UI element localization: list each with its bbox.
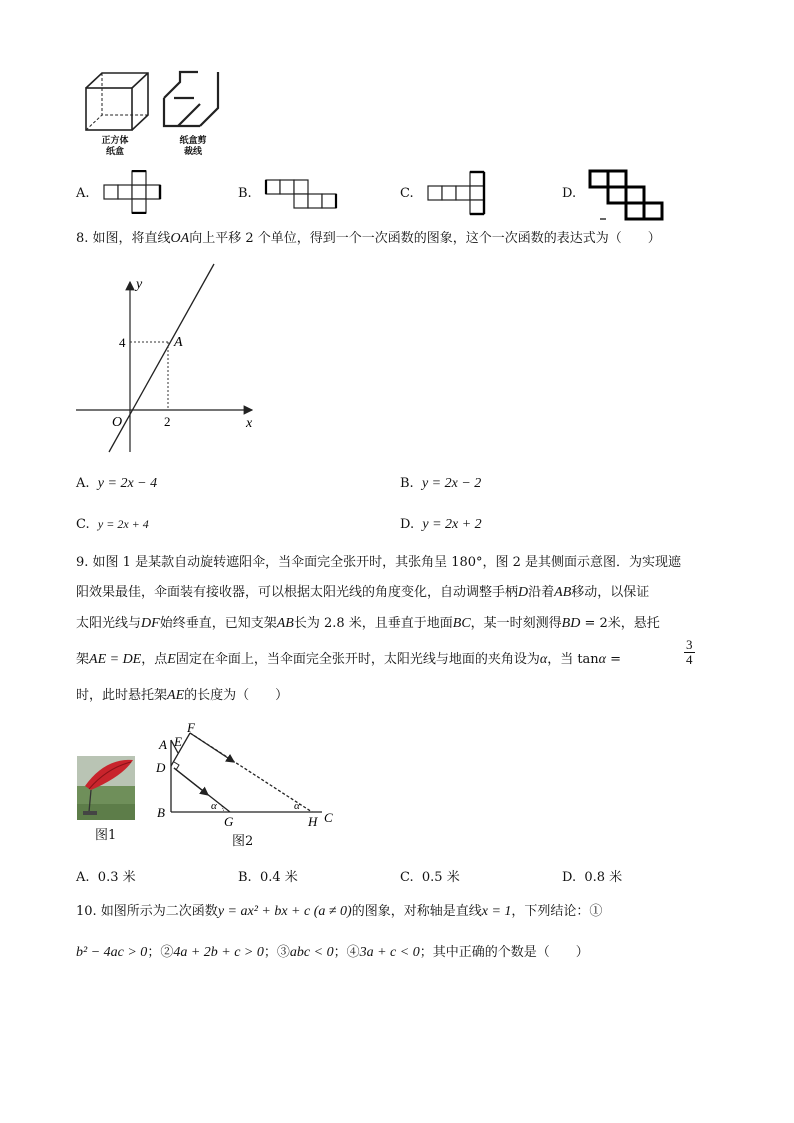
q8-graph bbox=[74, 262, 260, 454]
cut-caption bbox=[168, 136, 218, 158]
q9-line2c: 移动，以保证 bbox=[571, 585, 650, 600]
q9-fraction-numerator: 3 bbox=[686, 637, 693, 652]
q10-axis-expr: x = 1 bbox=[481, 904, 512, 919]
q9-option-a[interactable] bbox=[76, 866, 136, 885]
q9-option-c-letter: C. bbox=[400, 870, 414, 885]
q9-option-d-text: 0.8 米 bbox=[584, 870, 623, 885]
q7-option-b-net[interactable] bbox=[264, 178, 338, 210]
q9-label-h: H bbox=[308, 814, 318, 829]
q9-line3a: 太阳光线与 bbox=[76, 616, 142, 631]
q10-line1 bbox=[76, 903, 602, 921]
q10-function-expr: y = ax² + bx + c (a ≠ 0) bbox=[217, 904, 352, 919]
q9-line4c: 固定在伞面上，当伞面完全张开时，太阳光线与地面的夹角设为 bbox=[175, 652, 540, 667]
q7-option-d-letter[interactable]: D. bbox=[562, 186, 577, 201]
q8-option-b-letter: B. bbox=[400, 476, 414, 491]
q9-option-a-letter: A. bbox=[76, 870, 90, 885]
q10-line2 bbox=[76, 944, 589, 962]
q9-label-g: G bbox=[224, 814, 234, 829]
q8-point-a-label: A bbox=[174, 335, 183, 350]
cube-box-figure bbox=[82, 68, 157, 133]
q9-var-alpha2: α bbox=[598, 652, 607, 667]
q9-line3e: = 2米，悬托 bbox=[580, 616, 660, 631]
cube-caption-line1: 正方体 bbox=[101, 136, 129, 146]
q9-option-c-text: 0.5 米 bbox=[421, 870, 460, 885]
q10-conclusion-1: b² − 4ac > 0 bbox=[76, 945, 148, 960]
q8-option-d-expr: y = 2x + 2 bbox=[422, 517, 482, 532]
q9-option-b[interactable] bbox=[238, 866, 298, 885]
q8-y-label: y bbox=[136, 277, 143, 292]
q8-option-b[interactable] bbox=[400, 476, 481, 492]
q8-x-label: x bbox=[246, 416, 253, 431]
q9-label-alpha-h: α bbox=[294, 800, 300, 812]
q7-option-a-letter[interactable]: A. bbox=[76, 186, 90, 201]
q10-conclusion-2: 4a + 2b + c > 0 bbox=[173, 945, 264, 960]
q9-label-c: C bbox=[324, 810, 333, 825]
q9-option-a-text: 0.3 米 bbox=[97, 870, 136, 885]
q9-var-bd: BD bbox=[561, 616, 581, 631]
q8-option-b-expr: y = 2x − 2 bbox=[421, 476, 482, 491]
cube-caption bbox=[90, 136, 140, 158]
q8-option-c-expr: y = 2x + 4 bbox=[97, 517, 149, 531]
q9-line2a: 阳效果最佳，伞面装有接收器，可以根据太阳光线的角度变化，自动调整手柄 bbox=[76, 585, 519, 600]
fig2-caption: 图2 bbox=[232, 834, 254, 849]
q10-sep-1: ；② bbox=[147, 945, 174, 960]
q9-line5 bbox=[76, 687, 288, 705]
cut-caption-line1: 纸盒剪 bbox=[179, 136, 207, 146]
q9-line4b: ，点 bbox=[141, 652, 168, 667]
q9-label-d: D bbox=[156, 760, 166, 775]
q9-var-ae-de: AE = DE bbox=[89, 652, 142, 667]
q9-option-d-letter: D. bbox=[562, 870, 577, 885]
q8-stem bbox=[76, 230, 661, 248]
q9-line1: 9. 如图 1 是某款自动旋转遮阳伞，当伞面完全张开时，其张角呈 180°，图 2 是其侧面示意图．为实现遮 bbox=[76, 555, 682, 570]
q8-stem-text: 8. 如图，将直线 bbox=[76, 231, 171, 246]
cut-caption-line2: 裁线 bbox=[183, 147, 202, 157]
q7-option-c-net[interactable] bbox=[426, 170, 492, 216]
q10-conclusion-3: abc < 0 bbox=[289, 945, 334, 960]
umbrella-photo bbox=[77, 756, 135, 820]
q9-label-a: A bbox=[159, 737, 167, 752]
q9-line3b: 始终垂直，已知支架 bbox=[159, 616, 277, 631]
q9-option-b-text: 0.4 米 bbox=[259, 870, 298, 885]
q9-option-d[interactable] bbox=[562, 866, 622, 885]
q8-stem-rest: 向上平移 2 个单位，得到一个一次函数的图象，这个一次函数的表达式为（ ） bbox=[189, 231, 661, 246]
q9-line4 bbox=[76, 651, 621, 669]
q8-option-c-letter: C. bbox=[76, 517, 90, 532]
q9-var-ab: AB bbox=[554, 585, 572, 600]
q9-line3c: 长为 2.8 米，且垂直于地面 bbox=[293, 616, 453, 631]
q9-line5b: 的长度为（ ） bbox=[184, 688, 289, 703]
q10-line1b: 的图象，对称轴是直线 bbox=[351, 904, 482, 919]
q9-var-ae: AE bbox=[167, 688, 185, 703]
q9-line3d: ，某一时刻测得 bbox=[470, 616, 562, 631]
q10-sep-3: ；④ bbox=[333, 945, 360, 960]
q9-diagram bbox=[150, 720, 350, 830]
q8-stem-var: OA bbox=[170, 231, 190, 246]
q8-origin-label: O bbox=[112, 415, 123, 430]
q9-label-f: F bbox=[187, 720, 195, 735]
q9-var-alpha: α bbox=[539, 652, 548, 667]
q9-label-e: E bbox=[174, 734, 182, 749]
q9-line3 bbox=[76, 615, 660, 633]
q8-option-a-expr: y = 2x − 4 bbox=[97, 476, 158, 491]
q9-line2b: 沿着 bbox=[528, 585, 555, 600]
q9-label-b: B bbox=[157, 805, 165, 820]
q9-eq: = bbox=[606, 652, 622, 667]
q10-line1a: 10. 如图所示为二次函数 bbox=[76, 904, 218, 919]
q9-label-alpha-g: α bbox=[211, 800, 217, 812]
q10-line2-tail: ；其中正确的个数是（ ） bbox=[419, 945, 589, 960]
q8-y-tick-4: 4 bbox=[119, 335, 126, 350]
q9-var-e: E bbox=[167, 652, 176, 667]
q9-option-b-letter: B. bbox=[238, 870, 252, 885]
cut-lines-figure bbox=[160, 68, 224, 132]
q8-x-tick-2: 2 bbox=[164, 414, 171, 429]
q10-sep-2: ；③ bbox=[263, 945, 290, 960]
cube-caption-line2: 纸盒 bbox=[105, 147, 124, 157]
fig1-caption: 图1 bbox=[95, 828, 117, 843]
q8-option-c[interactable] bbox=[76, 517, 149, 532]
q9-line2 bbox=[76, 584, 649, 602]
q7-option-b-letter[interactable]: B. bbox=[238, 186, 252, 201]
q8-option-a[interactable] bbox=[76, 476, 157, 492]
q9-var-d: D bbox=[518, 585, 529, 600]
q8-line-oa bbox=[109, 264, 214, 452]
q7-option-c-letter[interactable]: C. bbox=[400, 186, 414, 201]
q9-line4a: 架 bbox=[76, 652, 90, 667]
q10-line1c: ，下列结论：① bbox=[511, 904, 603, 919]
q8-option-d-letter: D. bbox=[400, 517, 415, 532]
q9-var-ab2: AB bbox=[276, 616, 294, 631]
q9-line5a: 时，此时悬托架 bbox=[76, 688, 168, 703]
q9-ray-dg-arrow bbox=[174, 768, 208, 795]
q9-fraction-denominator: 4 bbox=[686, 652, 693, 667]
q9-fraction bbox=[684, 638, 695, 667]
q9-option-c[interactable] bbox=[400, 866, 460, 885]
q9-line4d: ，当 tan bbox=[547, 652, 599, 667]
q9-var-bc: BC bbox=[452, 616, 471, 631]
q7-option-d-net[interactable] bbox=[586, 167, 666, 223]
q10-conclusion-4: 3a + c < 0 bbox=[359, 945, 420, 960]
q8-option-a-letter: A. bbox=[76, 476, 90, 491]
q7-option-a-net[interactable] bbox=[102, 170, 166, 214]
q8-option-d[interactable] bbox=[400, 517, 482, 533]
q9-var-df: DF bbox=[141, 616, 160, 631]
q9-ray-fh-arrow bbox=[190, 733, 234, 762]
